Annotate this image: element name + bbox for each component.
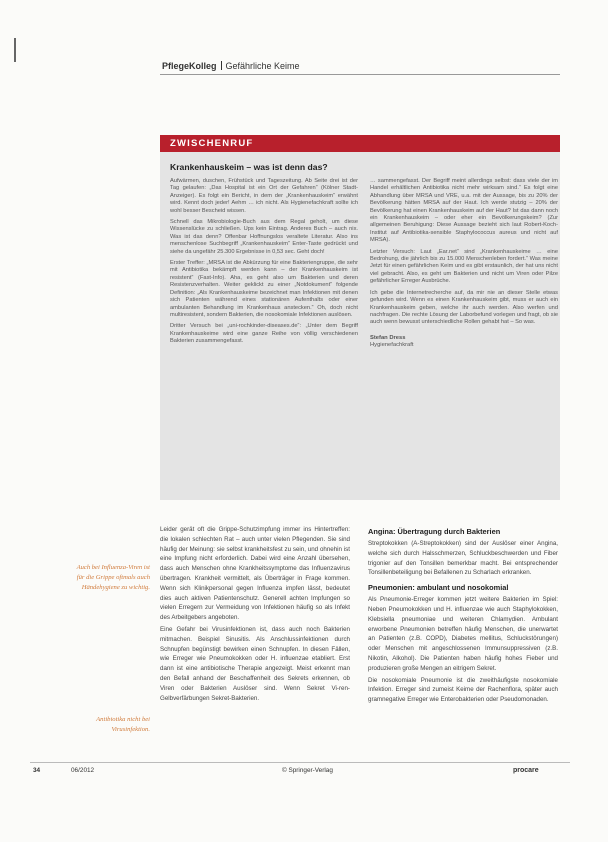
author-role: Hygienefachkraft — [370, 342, 414, 349]
header-rule — [160, 74, 560, 75]
body-column-right — [368, 525, 558, 707]
box-column-right — [370, 178, 558, 350]
footer-rule — [30, 762, 570, 763]
body-paragraph: Die nosokomiale Pneumonie ist die zweithäufigste nosokomiale Infektion. Erreger sind zumeist Keime der Rachenflora, später auch gramnegative Erreger wie Enterobakterien oder Pseudomonaden. — [368, 676, 558, 704]
box-paragraph: Ich gebe die Internetrecherche auf, da mir nie an dieser Stelle etwas gefunden wird. Wenn es einen Krankenhauskeim gibt, muss er auch ein Krankenhauskeim geben, welche ihr auch werden. Also werfen und nachfragen. Die rechte Lösung der Laborbefund vorlegen und fragt, ob sie auch wenn bewusst unterschiedliche Rollen gehabt hat – So was. — [370, 289, 558, 326]
box-paragraph: … sammengefasst. Der Begriff meint allerdings selbst: dass viele der im Handel erhältlichen Antibiotika nicht mehr wirksam sind.“ Es folgt eine Abhandlung über MRSA und VRE, u.a. mit der Aussage, bis zu 20% der Bevölkerung hätten MRSA auf der Haut. Ich werde stutzig – 20% der Bevölkerung hat einen Krankenhauskeim auf der Haut? Ist das dann noch ein Krankenhauskeim – oder eher ein Bevölkerungskeim? (Zur allgemeinen Beruhigung: Diese Aussage bezieht sich laut Robert-Koch-Institut auf Antibiotika-sensible Staphylococcus aureus und nicht auf MRSA). — [370, 178, 558, 244]
running-header — [162, 61, 300, 71]
box-paragraph: Aufwärmen, duschen, Frühstück und Tageszeitung. Ab Seite drei ist der Tag gelaufen: „Das Hospital ist ein Ort der Gefahren“ (Kölner Stadt-Anzeiger). Es folgt ein Bericht, in dem der „Krankenhauskeim“ erwähnt wird. Kennt doch jeder! Aehm … ich nicht. Als Hygienefachkraft sollte ich wohl besser Bescheid wissen. — [170, 178, 358, 214]
section-title: Gefährliche Keime — [225, 61, 300, 71]
box-column-left — [170, 178, 358, 350]
box-title: Krankenhauskeim – was ist denn das? — [170, 162, 328, 172]
author-signature — [370, 335, 558, 350]
publisher-credit: © Springer-Verlag — [282, 767, 333, 774]
zwischenruf-box — [160, 135, 560, 500]
header-divider — [221, 61, 222, 70]
page-edge-mark — [14, 38, 16, 62]
box-paragraph: Erster Treffer: „MRSA ist die Abkürzung für eine Bakteriengruppe, die sehr mit Antibiotika bekämpft werden kann – der Krankenhauskeim ist resistent“ (Fast-Info). Aha, es geht also um Bakterien und deren Resistenzverhalten. Weiter geklickt zu einer „Notdokument“ folgende Definition: „Als Krankenhauskeime bezeichnet man Infektionen mit denen sich Patienten während eines stationären Aufenthalts oder einer ambulanten Behandlung im Krankenhaus anstecken.“ Oh, doch nicht multiresistent, sondern Bakterien, die nosokomiale Infektionen auslösen. — [170, 260, 358, 318]
margin-note: Antibiotika nicht bei Virusinfektion. — [96, 716, 150, 733]
section-heading: Angina: Übertragung durch Bakterien — [368, 527, 501, 536]
body-paragraph: Eine Gefahr bei Virusinfektionen ist, dass auch noch Bakterien mitmachen. Beispiel Sinusitis. Als Anschlussinfektionen durch Schnupfen begünstigt bewirken einen Schnupfen. In diesen Fällen, wie Erreger wie Pneumokokken oder H. influenzae etabliert. Erst dann ist eine antibiotische Therapie angezeigt. Meist erkennt man den Befall anhand der Beschaffenheit des Sekrets erkennen, ob Viren oder Bakterien Auslöser sind. Wenn Sekret Vi-ren-Gelbverfärbungen Sekret-Bakterien. — [160, 625, 350, 702]
box-paragraph: Schnell das Mikrobiologie-Buch aus dem Regal geholt, um diese Wissenslücke zu schließen. Ups kein Eintrag. Anderes Buch – auch nix. Was ist das denn? Offenbar Hoffnungslos veraltete Literatur. Also ins menschenlose Suchbegriff „Krankenhauskeim“ Enter-Taste gedrückt und siehe da ungefähr 25.300 Ergebnisse in 0,53 sec. Geht doch! — [170, 219, 358, 255]
box-paragraph: Dritter Versuch bei „uni-rochkinder-diseases.de“: „Unter dem Begriff Krankenhauskeime wird eine ganze Reihe von völlig verschiedenen Bakterien zusammengefasst. — [170, 323, 358, 345]
box-paragraph: Letzter Versuch: Laut „Ear.net“ sind „Krankenhauskeime … eine Bedrohung, die jährlich bis zu 15.000 Menschenleben fordert.“ Was meine Jetzt für einen gefährlichen Keim und es gibt erstaunlich, der hat uns nicht viel gebracht. Also, es geht um Bakterien und nicht um Viren oder Pilze gefährlicher Erreger Ausbrüche. — [370, 248, 558, 285]
body-column-left — [160, 525, 350, 705]
margin-note: Auch bei Influenza-Viren ist für die Grippe oftmals auch Händehygiene zu wichtig. — [76, 564, 150, 591]
body-paragraph: Leider gerät oft die Grippe-Schutzimpfung immer ins Hintertreffen: die lokalen schlechten Rat – auch unter vielen Pflegenden. Sie sind häufig der Meinung: sie selbst krankheitsfest zu sein, und ohnehin ist eine Impfung nicht erforderlich. Dabei wird eine Anzahl übersehen, dass auch Menschen ohne Krankheitssymptome das Influenzavirus übertragen. Krankheit vermittelt, als Überträger in Frage kommen. Wenn sich Klinikpersonal gegen Influenza impfen lässt, bedeutet dies auch aktiven Patientenschutz. Generell achten Impfungen so vielen Erregern zur Vermeidung von Infektionen häufig so als Infekt des Arbeitgebers angeboten. — [160, 526, 350, 622]
box-label: ZWISCHENRUF — [170, 138, 254, 149]
author-name: Stefan Dress — [370, 334, 406, 341]
body-paragraph: Streptokokken (A-Streptokokken) sind der Auslöser einer Angina, welche sich durch Halsschmerzen, Schluckbeschwerden und Fiber trigonier auf den Tonsillen bemerkbar macht. Bei entsprechender Tonsillenbeteiligung bei Befallenen zu Scharlach erkranken. — [368, 540, 558, 577]
section-heading: Pneumonien: ambulant und nosokomial — [368, 583, 509, 593]
page-number: 34 — [33, 767, 41, 774]
issue-label: 06/2012 — [71, 767, 95, 774]
body-paragraph: Als Pneumonie-Erreger kommen jetzt weitere Bakterien im Spiel: Neben Pneumokokken und H. influenzae wie auch Staphylokokken, Klebsiella pneumoniae und weiteren Chlamydien. Ambulant erworbene Pneumonien betreffen häufig Menschen, die unerwartet an Patienten (z.B. COPD), Diabetes mellitus, Schluckstörungen) oder Menschen mit angeschlossenen Immunsuppressiven (z.B. Nikotin, Alkohol). Die Patienten haben häufig hohes Fieber und produzieren große Mengen an eitrigem Sekret. — [368, 596, 558, 672]
box-label-bar — [160, 135, 560, 152]
journal-logo: procare — [513, 767, 539, 774]
journal-brand: PflegeKolleg — [162, 61, 217, 71]
